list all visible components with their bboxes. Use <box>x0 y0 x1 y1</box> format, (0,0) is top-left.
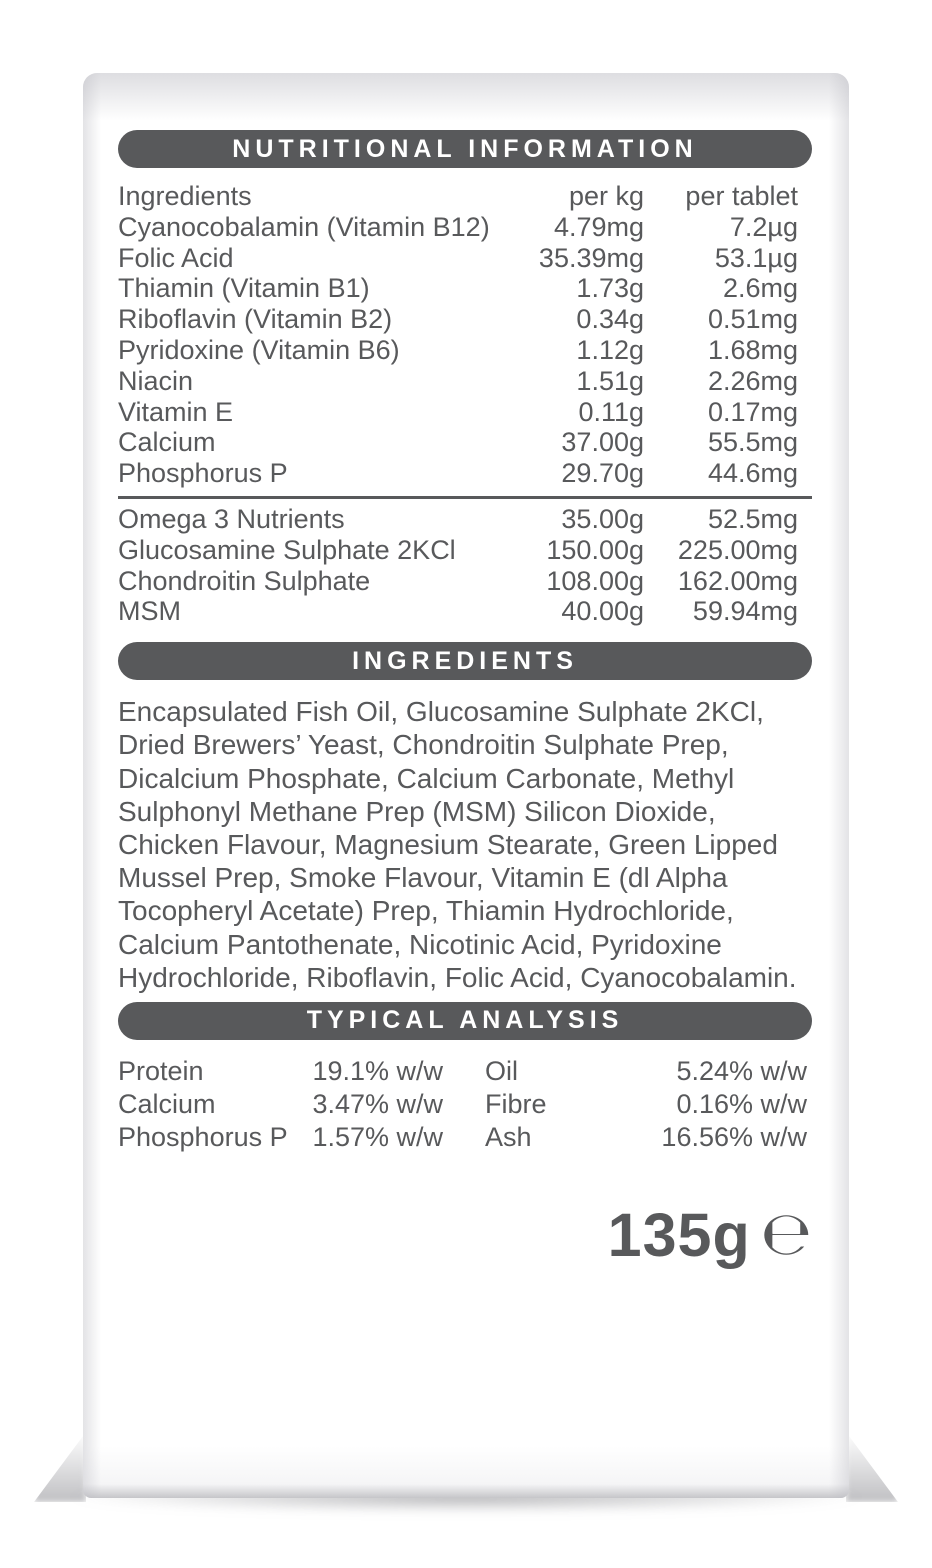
analysis-label: Calcium <box>118 1088 216 1119</box>
product-pouch <box>83 73 849 1498</box>
nutrition-table-header-row <box>118 181 812 212</box>
table-row <box>118 596 812 627</box>
analysis-label: Protein <box>118 1055 204 1086</box>
nutrition-secondary-rows <box>118 504 812 627</box>
ingredient-name: Cyanocobalamin (Vitamin B12) <box>118 211 490 242</box>
ingredient-name: Riboflavin (Vitamin B2) <box>118 304 393 335</box>
table-row <box>118 212 812 243</box>
ingredient-name: MSM <box>118 596 181 627</box>
analysis-value: 5.24% w/w <box>676 1055 807 1086</box>
nutritional-information-header <box>118 130 812 168</box>
nutrition-primary-rows <box>118 212 812 489</box>
ingredient-name: Thiamin (Vitamin B1) <box>118 273 370 304</box>
typical-analysis-title: TYPICAL ANALYSIS <box>306 1006 624 1035</box>
per-kg-value: 40.00g <box>561 596 644 627</box>
per-kg-value: 37.00g <box>561 427 644 458</box>
ingredient-name: Folic Acid <box>118 242 234 273</box>
per-tablet-value: 0.17mg <box>707 396 798 427</box>
analysis-row <box>118 1055 812 1088</box>
ingredient-name: Omega 3 Nutrients <box>118 503 345 534</box>
table-row <box>118 566 812 597</box>
analysis-value: 19.1% w/w <box>312 1055 443 1086</box>
per-kg-value: 108.00g <box>546 565 644 596</box>
per-kg-value: 35.39mg <box>538 242 644 273</box>
label-content <box>118 73 812 1271</box>
per-tablet-value: 59.94mg <box>692 596 798 627</box>
typical-analysis-header <box>118 1002 812 1040</box>
analysis-row <box>118 1121 812 1154</box>
per-kg-value: 0.34g <box>576 304 644 335</box>
per-kg-value: 0.11g <box>578 396 644 427</box>
per-kg-value: 4.79mg <box>553 211 644 242</box>
analysis-label: Fibre <box>485 1088 547 1119</box>
analysis-value: 0.16% w/w <box>676 1088 807 1119</box>
ingredients-header <box>118 642 812 680</box>
nutrition-table-secondary <box>118 504 812 627</box>
section-divider-line <box>118 496 812 499</box>
per-kg-value: 1.51g <box>576 365 644 396</box>
per-tablet-value: 1.68mg <box>707 334 798 365</box>
table-row <box>118 458 812 489</box>
net-weight-value: 135g <box>607 1200 751 1269</box>
per-tablet-value: 0.51mg <box>707 304 798 335</box>
per-tablet-value: 52.5mg <box>707 503 798 534</box>
per-kg-value: 150.00g <box>546 534 644 565</box>
ingredients-paragraph: Encapsulated Fish Oil, Glucosamine Sulphate 2KCl, Dried Brewers’ Yeast, Chondroitin Sulphate Prep, Dicalcium Phosphate, Calcium Carbonate, Methyl Sulphonyl Methane Prep (MSM) Silicon Dioxide, Chicken Flavour, Magnesium Stearate, Green Lipped Mussel Prep, Smoke Flavour, Vitamin E (dl Alpha Tocopheryl Acetate) Prep, Thiamin Hydrochloride, Calcium Pantothenate, Nicotinic Acid, Pyridoxine Hydrochloride, Riboflavin, Folic Acid, Cyanocobalamin. <box>118 696 797 993</box>
column-gap <box>443 1121 485 1154</box>
typical-analysis-table <box>118 1055 812 1154</box>
per-kg-value: 1.12g <box>576 334 644 365</box>
ingredient-name: Vitamin E <box>118 396 234 427</box>
nutrition-table <box>118 181 812 489</box>
table-row <box>118 504 812 535</box>
ingredient-name: Glucosamine Sulphate 2KCl <box>118 534 456 565</box>
per-tablet-value: 2.6mg <box>722 273 798 304</box>
table-row <box>118 335 812 366</box>
per-kg-value: 29.70g <box>561 458 644 489</box>
analysis-label: Phosphorus P <box>118 1121 288 1152</box>
analysis-value: 3.47% w/w <box>312 1088 443 1119</box>
per-kg-value: 1.73g <box>576 273 644 304</box>
table-row <box>118 427 812 458</box>
column-header-ingredients: Ingredients <box>118 181 252 211</box>
ingredient-name: Calcium <box>118 427 216 458</box>
table-row <box>118 304 812 335</box>
per-tablet-value: 225.00mg <box>677 534 798 565</box>
net-weight <box>118 1200 812 1271</box>
table-row <box>118 273 812 304</box>
analysis-value: 1.57% w/w <box>312 1121 443 1152</box>
column-header-per-kg: per kg <box>568 181 644 211</box>
per-tablet-value: 53.1µg <box>714 242 798 273</box>
pouch-bottom-left-gusset-shadow <box>34 1432 86 1502</box>
ingredient-name: Chondroitin Sulphate <box>118 565 371 596</box>
ingredient-name: Phosphorus P <box>118 458 288 489</box>
table-row <box>118 535 812 566</box>
analysis-label: Ash <box>485 1121 532 1152</box>
column-gap <box>443 1088 485 1121</box>
ingredient-name: Pyridoxine (Vitamin B6) <box>118 334 400 365</box>
table-row <box>118 397 812 428</box>
per-tablet-value: 55.5mg <box>707 427 798 458</box>
per-tablet-value: 2.26mg <box>707 365 798 396</box>
column-gap <box>443 1055 485 1088</box>
analysis-label: Oil <box>485 1055 518 1086</box>
analysis-value: 16.56% w/w <box>661 1121 807 1152</box>
per-tablet-value: 162.00mg <box>677 565 798 596</box>
column-header-per-tablet: per tablet <box>685 181 798 211</box>
pouch-bottom-right-gusset-shadow <box>846 1432 898 1502</box>
per-kg-value: 35.00g <box>561 503 644 534</box>
analysis-row <box>118 1088 812 1121</box>
per-tablet-value: 44.6mg <box>707 458 798 489</box>
per-tablet-value: 7.2µg <box>729 211 798 242</box>
ingredient-name: Niacin <box>118 365 194 396</box>
ingredients-title: INGREDIENTS <box>352 646 578 675</box>
table-row <box>118 243 812 274</box>
table-row <box>118 366 812 397</box>
nutritional-information-title: NUTRITIONAL INFORMATION <box>232 134 698 163</box>
estimated-sign-icon: ℮ <box>760 1198 812 1269</box>
